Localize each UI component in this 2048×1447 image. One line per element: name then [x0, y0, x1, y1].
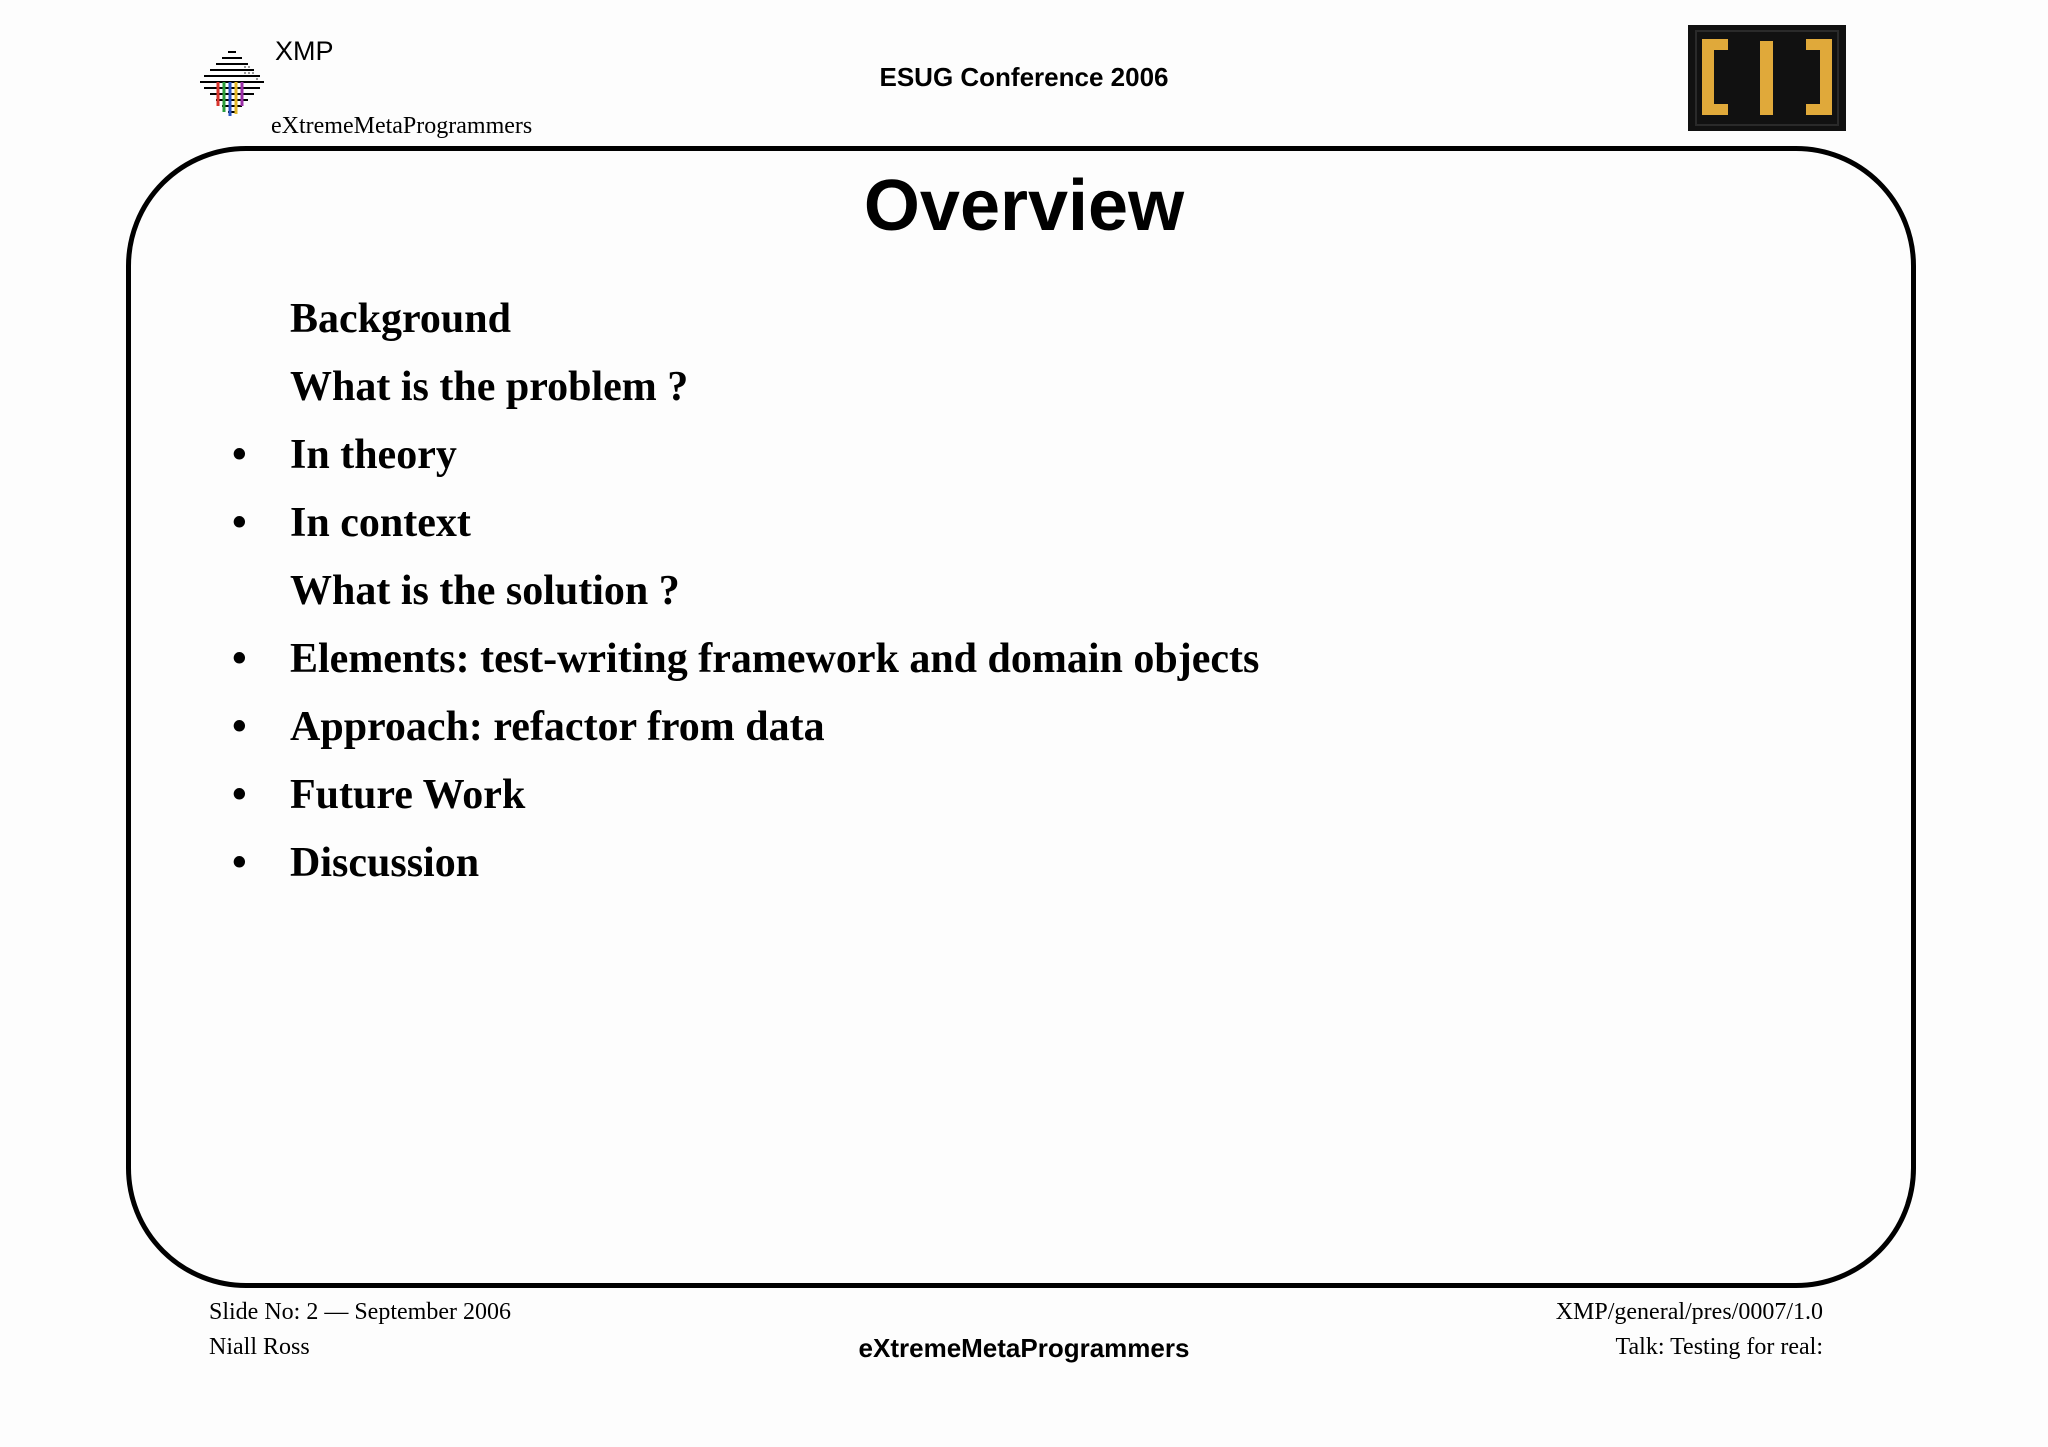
list-item-text: Approach: refactor from data	[290, 704, 825, 750]
bullet-glyph: •	[232, 840, 247, 886]
list-item-text: What is the problem ?	[290, 364, 689, 410]
footer-doc-ref: XMP/general/pres/0007/1.0	[1555, 1299, 1823, 1325]
list-item	[232, 285, 1259, 353]
brand-label: XMP	[275, 36, 334, 66]
list-item-text: Background	[290, 296, 511, 342]
list-item-text: In theory	[290, 432, 457, 478]
slide-title: Overview	[863, 166, 1185, 246]
list-item-text: Discussion	[290, 840, 480, 886]
footer-author: Niall Ross	[209, 1334, 310, 1360]
list-item-text: Future Work	[290, 772, 526, 818]
list-item	[232, 489, 1259, 557]
list-item	[232, 421, 1259, 489]
bullet-glyph: •	[232, 432, 247, 478]
footer-center-brand: eXtremeMetaProgrammers	[858, 1333, 1190, 1363]
bullet-glyph: •	[232, 636, 247, 682]
slide-content-list	[232, 285, 1259, 897]
brand-subtitle: eXtremeMetaProgrammers	[271, 113, 533, 139]
list-item-text: In context	[290, 500, 471, 546]
conference-title: ESUG Conference 2006	[879, 62, 1169, 92]
bullet-glyph: •	[232, 500, 247, 546]
list-item	[232, 353, 1259, 421]
list-item	[232, 693, 1259, 761]
list-item	[232, 625, 1259, 693]
list-item	[232, 761, 1259, 829]
esug-logo-icon	[1688, 25, 1846, 131]
list-item-text: What is the solution ?	[290, 568, 680, 614]
bullet-glyph: •	[232, 704, 247, 750]
footer-slide-number: Slide No: 2 — September 2006	[209, 1299, 511, 1325]
bullet-glyph: •	[232, 772, 247, 818]
footer-talk-title: Talk: Testing for real:	[1615, 1334, 1823, 1360]
list-item	[232, 557, 1259, 625]
list-item-text: Elements: test-writing framework and domain objects	[290, 636, 1260, 682]
list-item	[232, 829, 1259, 897]
